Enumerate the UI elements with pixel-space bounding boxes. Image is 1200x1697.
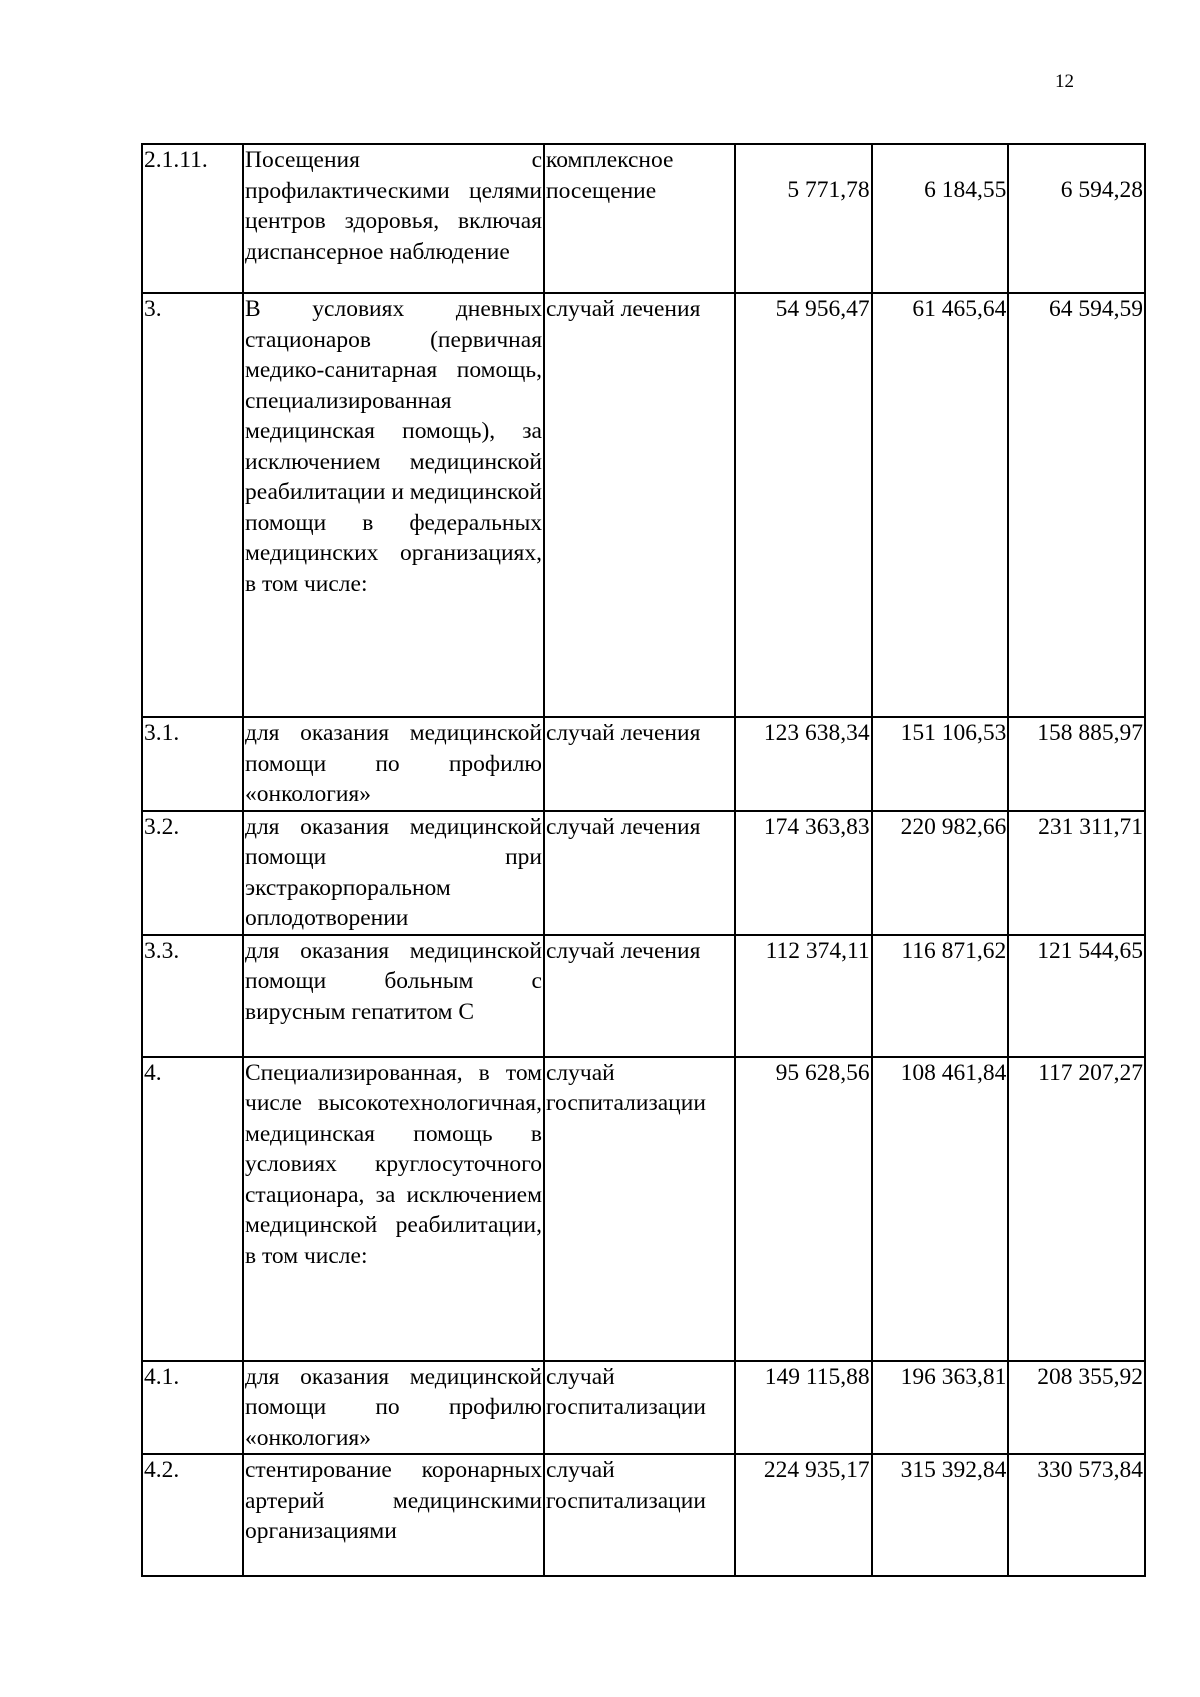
cost-table (141, 143, 1146, 1577)
row-value-1 (735, 144, 872, 293)
table-row (142, 293, 1145, 717)
row-value-1: 149 115,88 (735, 1361, 872, 1455)
row-value-1: 174 363,83 (735, 811, 872, 935)
value-text: 5 771,78 (787, 177, 870, 203)
row-value-3: 330 573,84 (1008, 1454, 1145, 1576)
table-row (142, 1361, 1145, 1455)
table-row (142, 1057, 1145, 1361)
row-value-2: 220 982,66 (872, 811, 1009, 935)
row-number: 4.2. (142, 1454, 243, 1576)
row-value-3: 231 311,71 (1008, 811, 1145, 935)
value-text: 6 594,28 (1060, 177, 1143, 203)
row-value-2 (872, 144, 1009, 293)
value-text: 6 184,55 (924, 177, 1007, 203)
row-name: для оказания медицинской помощи при экстракорпоральном оплодотворении (243, 811, 544, 935)
row-number: 3.1. (142, 717, 243, 811)
row-value-3: 117 207,27 (1008, 1057, 1145, 1361)
row-value-2: 151 106,53 (872, 717, 1009, 811)
row-unit: случай госпитализации (544, 1361, 735, 1455)
row-value-2: 315 392,84 (872, 1454, 1009, 1576)
row-unit: случай лечения (544, 293, 735, 717)
row-name: для оказания медицинской помощи по профилю «онкология» (243, 717, 544, 811)
page-number: 12 (1055, 71, 1074, 92)
row-unit: случай госпитализации (544, 1057, 735, 1361)
row-value-2: 108 461,84 (872, 1057, 1009, 1361)
row-value-2: 61 465,64 (872, 293, 1009, 717)
row-value-1: 224 935,17 (735, 1454, 872, 1576)
row-value-1: 112 374,11 (735, 935, 872, 1057)
row-unit: случай госпитализации (544, 1454, 735, 1576)
row-unit: комплексное посещение (544, 144, 735, 293)
row-value-1: 123 638,34 (735, 717, 872, 811)
row-unit: случай лечения (544, 717, 735, 811)
row-name: В условиях дневных стационаров (первичная медико-санитарная помощь, специализированная медицинская помощь), за исключением медицинской реабилитации и медицинской помощи в федеральных медицинских организациях, в том числе: (243, 293, 544, 717)
row-number: 3.3. (142, 935, 243, 1057)
row-name: Посещения с профилактическими целями центров здоровья, включая диспансерное наблюдение (243, 144, 544, 293)
row-value-1: 95 628,56 (735, 1057, 872, 1361)
row-number: 4.1. (142, 1361, 243, 1455)
row-unit: случай лечения (544, 935, 735, 1057)
row-number: 2.1.11. (142, 144, 243, 293)
table-row (142, 935, 1145, 1057)
table-row (142, 717, 1145, 811)
row-name: стентирование коронарных артерий медицинскими организациями (243, 1454, 544, 1576)
row-value-3: 158 885,97 (1008, 717, 1145, 811)
row-name: Специализированная, в том числе высокотехнологичная, медицинская помощь в условиях круглосуточного стационара, за исключением медицинской реабилитации, в том числе: (243, 1057, 544, 1361)
row-value-3: 64 594,59 (1008, 293, 1145, 717)
table-row (142, 811, 1145, 935)
table-row (142, 144, 1145, 293)
row-unit: случай лечения (544, 811, 735, 935)
row-value-1: 54 956,47 (735, 293, 872, 717)
row-number: 3. (142, 293, 243, 717)
row-name: для оказания медицинской помощи по профилю «онкология» (243, 1361, 544, 1455)
row-value-3: 208 355,92 (1008, 1361, 1145, 1455)
table-row (142, 1454, 1145, 1576)
row-name: для оказания медицинской помощи больным с вирусным гепатитом С (243, 935, 544, 1057)
row-value-2: 116 871,62 (872, 935, 1009, 1057)
row-number: 4. (142, 1057, 243, 1361)
row-value-3 (1008, 144, 1145, 293)
row-number: 3.2. (142, 811, 243, 935)
row-value-3: 121 544,65 (1008, 935, 1145, 1057)
row-value-2: 196 363,81 (872, 1361, 1009, 1455)
